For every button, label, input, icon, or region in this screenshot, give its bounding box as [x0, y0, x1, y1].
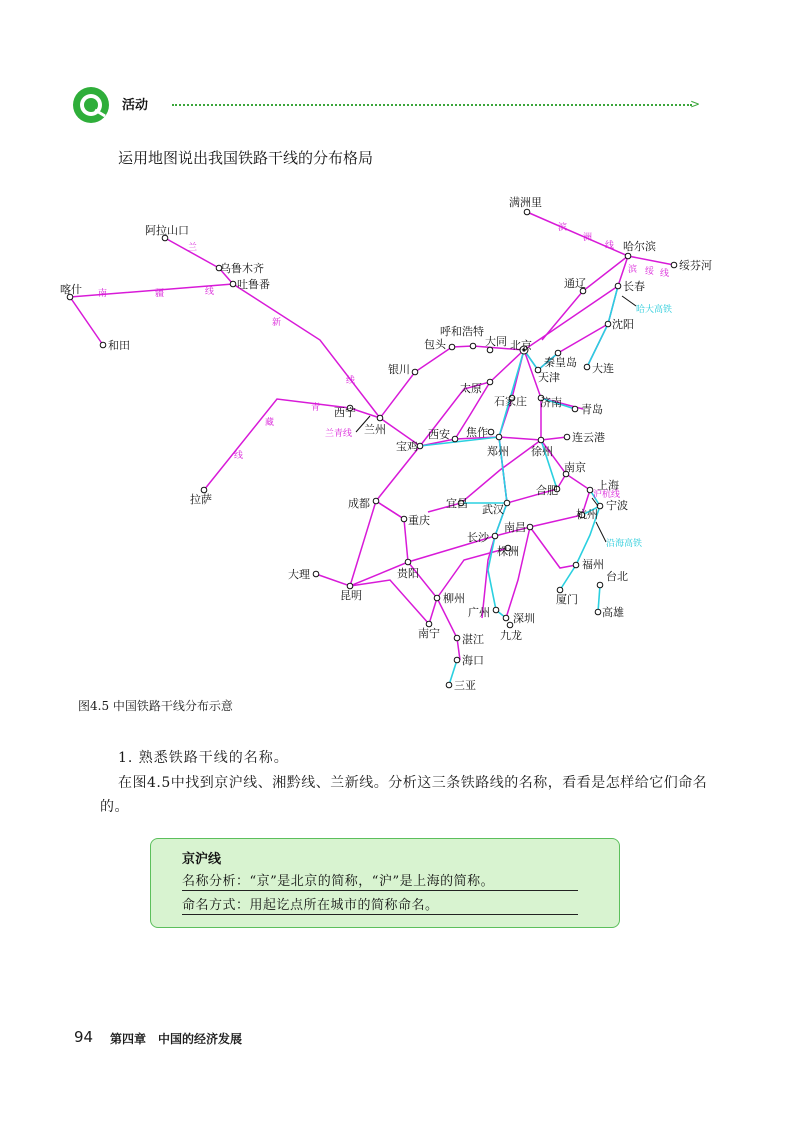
city-label: 广州 [468, 606, 490, 619]
city-label: 满洲里 [509, 196, 542, 209]
city-label: 西宁 [334, 406, 356, 419]
city-label: 天津 [538, 371, 560, 384]
city-label: 绥芬河 [679, 259, 712, 272]
city-label: 昆明 [340, 589, 362, 602]
city-label: 株洲 [497, 545, 519, 558]
line-label: 洲 [583, 233, 593, 243]
line-label: 新 [272, 318, 282, 328]
city-label: 厦门 [556, 593, 578, 606]
line-label: 兰青线 [325, 429, 353, 439]
city-label: 大同 [485, 335, 507, 348]
callout-arrow [596, 522, 606, 542]
city-labels [60, 195, 712, 692]
city-label: 湛江 [462, 633, 484, 646]
city-label: 吐鲁番 [237, 278, 270, 291]
city-label: 宝鸡 [396, 440, 418, 453]
city-label: 合肥 [536, 484, 558, 497]
line-label: 线 [346, 376, 356, 386]
city-label: 济南 [540, 396, 562, 409]
city-label: 武汉 [482, 503, 504, 516]
city-label: 大连 [592, 362, 614, 375]
railway-map [0, 180, 800, 700]
city-label: 通辽 [564, 277, 586, 290]
line-label: 疆 [155, 289, 165, 299]
city-label: 秦皇岛 [544, 356, 577, 369]
answer-line-1: 名称分析：“京”是北京的简称，“沪”是上海的简称。 [182, 870, 578, 891]
line-label: 绥 [645, 267, 655, 277]
activity-divider [172, 104, 692, 106]
city-label: 银川 [388, 363, 410, 376]
city-label: 贵阳 [397, 567, 419, 580]
city-label: 呼和浩特 [440, 325, 484, 338]
city-label: 深圳 [513, 612, 535, 625]
city-label: 和田 [108, 339, 130, 352]
line-label: 南 [98, 289, 108, 299]
city-label: 南宁 [418, 627, 440, 640]
chapter-title: 第四章 中国的经济发展 [110, 1032, 243, 1046]
line-label: 滨 [628, 265, 638, 275]
city-label: 青岛 [581, 403, 603, 416]
city-label: 柳州 [443, 592, 465, 605]
activity-label: 活动 [122, 98, 149, 113]
line-label: 线 [205, 287, 215, 297]
city-label: 福州 [582, 558, 604, 571]
city-label: 北京 [510, 339, 532, 352]
line-label: 滨 [558, 223, 568, 233]
city-label: 长沙 [467, 531, 489, 544]
city-label: 长春 [623, 280, 645, 293]
city-label: 兰州 [364, 423, 386, 436]
city-label: 南昌 [504, 521, 526, 534]
city-label: 南京 [564, 461, 586, 474]
city-label: 阿拉山口 [145, 224, 189, 237]
city-label: 高雄 [602, 606, 624, 619]
city-label: 沈阳 [612, 318, 634, 331]
city-label: 宁波 [606, 499, 628, 512]
city-label: 哈尔滨 [623, 240, 656, 253]
answer-title: 京沪线 [182, 852, 222, 867]
city-label: 台北 [606, 570, 628, 583]
line-label: 沪杭线 [593, 490, 621, 500]
question-text: 在图4.5中找到京沪线、湘黔线、兰新线。分析这三条铁路线的名称，看看是怎样给它们命名的。 [100, 775, 708, 815]
city-label: 太原 [460, 382, 482, 395]
city-label: 重庆 [408, 514, 430, 527]
line-label: 哈大高铁 [636, 305, 673, 315]
city-label: 徐州 [531, 445, 553, 458]
city-label: 宜昌 [446, 497, 468, 510]
city-label: 上海 [597, 479, 619, 492]
city-label: 大理 [288, 568, 310, 581]
city-label: 九龙 [500, 629, 522, 642]
city-label: 郑州 [487, 445, 509, 458]
line-label: 线 [605, 241, 615, 251]
map-caption: 图4.5 中国铁路干线分布示意 [78, 699, 233, 713]
line-label: 线 [660, 269, 670, 279]
city-label: 焦作 [466, 426, 488, 439]
line-label: 兰 [188, 243, 198, 253]
city-label: 成都 [348, 497, 370, 510]
line-label: 沿海高铁 [606, 539, 643, 549]
line-label: 青 [311, 403, 321, 413]
activity-icon [72, 86, 110, 124]
city-label: 杭州 [576, 508, 598, 521]
city-label: 三亚 [454, 679, 476, 692]
question-title: 1. 熟悉铁路干线的名称。 [118, 750, 289, 766]
city-label: 石家庄 [494, 395, 527, 408]
line-label: 线 [234, 451, 244, 461]
city-label: 拉萨 [190, 493, 212, 506]
answer-line-2: 命名方式：用起讫点所在城市的简称命名。 [182, 894, 578, 915]
page-number: 94 [74, 1028, 94, 1046]
callout-arrow [622, 296, 636, 306]
city-label: 包头 [424, 338, 446, 351]
activity-prompt: 运用地图说出我国铁路干线的分布格局 [118, 149, 374, 167]
city-label: 西安 [428, 428, 450, 441]
city-label: 海口 [462, 654, 484, 667]
city-label: 连云港 [572, 431, 605, 444]
line-label: 藏 [265, 418, 275, 428]
arrow-right-icon: > [690, 97, 701, 111]
city-label: 乌鲁木齐 [220, 262, 264, 275]
line-labels [98, 221, 672, 549]
city-label: 喀什 [60, 283, 82, 296]
